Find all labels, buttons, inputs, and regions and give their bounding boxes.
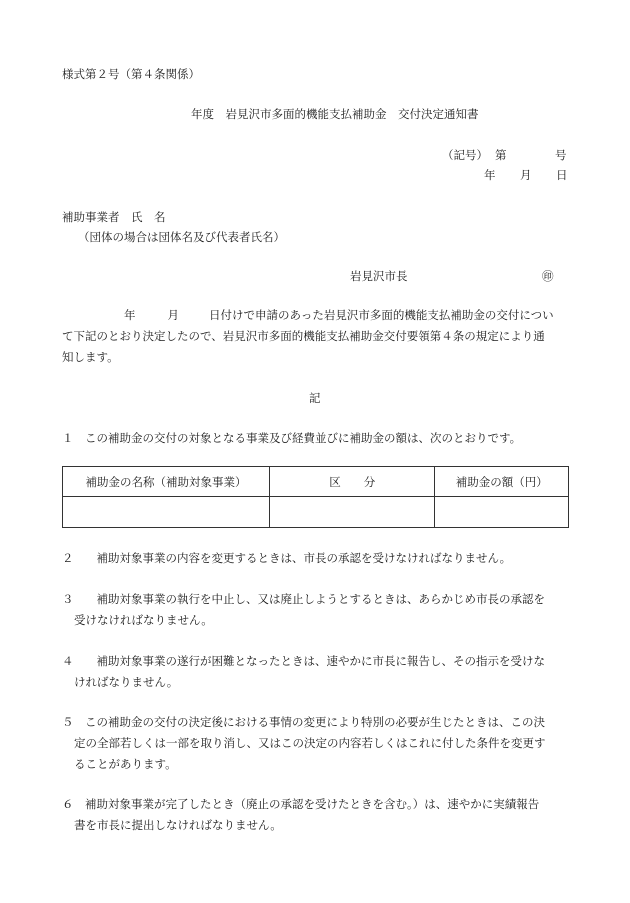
seal-mark: ㊞ — [542, 269, 554, 283]
item-6-line1: ６ 補助対象事業が完了したとき（廃止の承認を受けたときを含む。）は、速やかに実績報告 — [62, 797, 540, 811]
item-5-line1: ５ この補助金の交付の決定後における事情の変更により特別の必要が生じたときは、この決 — [62, 715, 545, 729]
document-title: 年度 岩見沢市多面的機能支払補助金 交付決定通知書 — [191, 107, 479, 121]
date-year: 年 — [484, 168, 496, 182]
item-6-line2: 書を市長に提出しなければなりません。 — [74, 818, 282, 832]
item-5-line2: 定の全部若しくは一部を取り消し、又はこの決定の内容若しくはこれに付した条件を変更す — [74, 736, 546, 750]
form-id: 様式第２号（第４条関係） — [62, 67, 200, 81]
cell-amount[interactable] — [435, 497, 569, 528]
grant-table-header-row — [63, 467, 569, 497]
item-2 — [62, 548, 572, 569]
ref-dai: 第 — [495, 148, 507, 162]
recipient-label: 補助事業者 氏 名 — [62, 210, 166, 224]
header-amount: 補助金の額（円） — [435, 467, 569, 497]
body-line3: 知します。 — [62, 350, 119, 364]
cell-category[interactable] — [270, 497, 435, 528]
header-grant-name: 補助金の名称（補助対象事業） — [63, 467, 270, 497]
body-line1: 日付けで申請のあった岩見沢市多面的機能支払補助金の交付につい — [209, 308, 554, 322]
item-3-line1: ３ 補助対象事業の執行を中止し、又は廃止しようとするときは、あらかじめ市長の承認を — [62, 592, 545, 606]
item-5 — [62, 712, 572, 775]
item-6 — [62, 794, 572, 836]
notice-body — [62, 305, 570, 368]
item-4-line2: ければなりません。 — [74, 675, 179, 689]
ref-kigo: （記号） — [442, 148, 488, 162]
item-1 — [62, 428, 572, 449]
body-month: 月 — [167, 308, 179, 322]
ref-go: 号 — [555, 148, 567, 162]
grant-table — [62, 466, 569, 528]
issuer-name: 岩見沢市長 — [350, 269, 408, 283]
item-4-line1: ４ 補助対象事業の遂行が困難となったときは、速やかに市長に報告し、その指示を受けな — [62, 654, 545, 668]
item-1-line1: １ この補助金の交付の対象となる事業及び経費並びに補助金の額は、次のとおりです。 — [62, 431, 522, 445]
body-line2: て下記のとおり決定したので、岩見沢市多面的機能支払補助金交付要領第４条の規定により通 — [62, 329, 545, 343]
ki-heading: 記 — [309, 391, 321, 405]
item-3 — [62, 589, 572, 631]
header-category: 区 分 — [270, 467, 435, 497]
cell-grant-name[interactable] — [63, 497, 270, 528]
item-3-line2: 受けなければなりません。 — [74, 613, 213, 627]
item-5-line3: ることがあります。 — [74, 757, 177, 771]
item-4 — [62, 651, 572, 693]
date-month: 月 — [520, 168, 532, 182]
recipient-note: （団体の場合は団体名及び代表者氏名） — [78, 230, 285, 244]
body-year: 年 — [124, 308, 136, 322]
date-day: 日 — [556, 168, 568, 182]
grant-table-row — [63, 497, 569, 528]
item-2-line1: ２ 補助対象事業の内容を変更するときは、市長の承認を受けなければなりません。 — [62, 551, 512, 565]
